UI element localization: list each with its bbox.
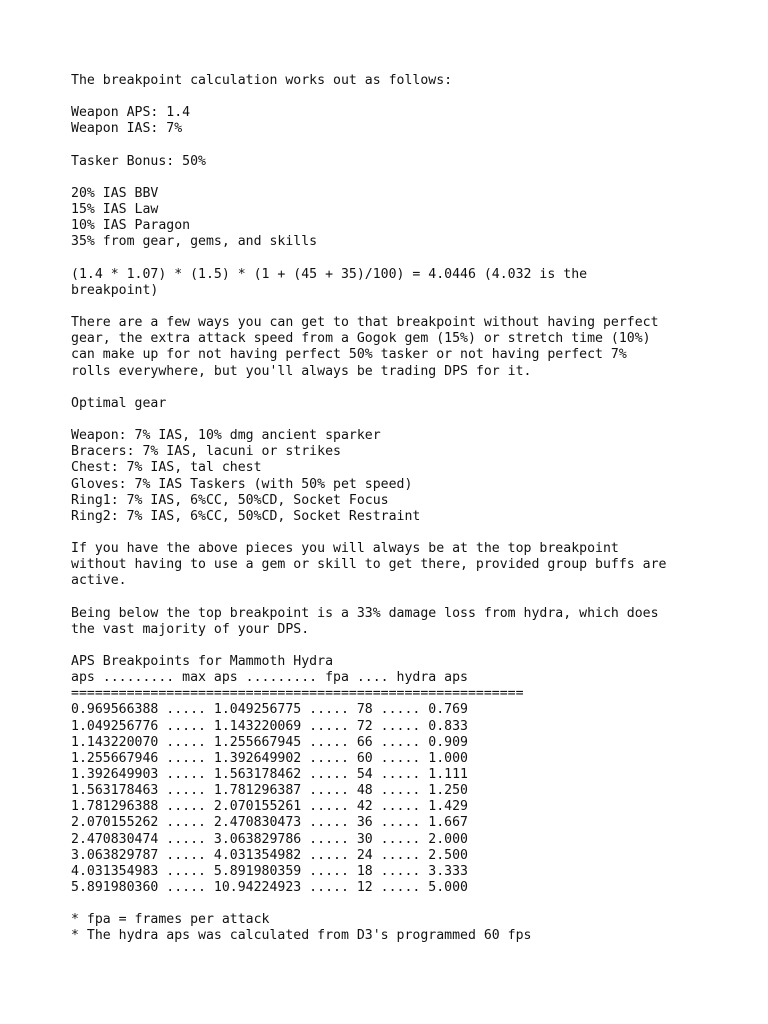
table-row: 1.563178463 ..... 1.781296387 ..... 48 ..... 1.250 [71, 783, 468, 799]
above-pieces-line: without having to use a gem or skill to get there, provided group buffs are [71, 557, 667, 573]
table-row: 4.031354983 ..... 5.891980359 ..... 18 ..... 3.333 [71, 863, 468, 879]
table-row: 1.143220070 ..... 1.255667945 ..... 66 ..... 0.909 [71, 734, 468, 750]
breakpoint-table-separator: ========================================================= [71, 686, 524, 702]
spacer [71, 896, 761, 912]
above-pieces-line: If you have the above pieces you will always be at the top breakpoint [71, 541, 619, 557]
gear-item-chest: Chest: 7% IAS, tal chest [71, 460, 262, 476]
spacer [71, 412, 761, 428]
spacer [71, 251, 761, 267]
ways-paragraph-line: can make up for not having perfect 50% tasker or not having perfect 7% [71, 347, 627, 363]
gear-item-bracers: Bracers: 7% IAS, lacuni or strikes [71, 444, 341, 460]
above-pieces-line: active. [71, 573, 127, 589]
ways-paragraph-line: There are a few ways you can get to that breakpoint without having perfect [71, 315, 659, 331]
below-breakpoint-line: the vast majority of your DPS. [71, 621, 310, 637]
table-row: 2.470830474 ..... 3.063829786 ..... 30 ..... 2.000 [71, 831, 468, 847]
table-row: 1.255667946 ..... 1.392649902 ..... 60 ..... 1.000 [71, 750, 468, 766]
spacer [71, 525, 761, 541]
spacer [71, 638, 761, 654]
table-row: 1.049256776 ..... 1.143220069 ..... 72 ..... 0.833 [71, 718, 468, 734]
tasker-bonus: Tasker Bonus: 50% [71, 153, 206, 169]
spacer [71, 590, 761, 606]
document-body [71, 73, 761, 945]
table-row: 2.070155262 ..... 2.470830473 ..... 36 ..... 1.667 [71, 815, 468, 831]
table-row: 1.392649903 ..... 1.563178462 ..... 54 ..... 1.111 [71, 767, 468, 783]
spacer [71, 170, 761, 186]
ias-source-gear: 35% from gear, gems, and skills [71, 234, 318, 250]
weapon-aps: Weapon APS: 1.4 [71, 105, 191, 121]
footnote-fpa: * fpa = frames per attack [71, 912, 270, 928]
gear-item-ring2: Ring2: 7% IAS, 6%CC, 50%CD, Socket Restraint [71, 508, 421, 524]
ways-paragraph-line: rolls everywhere, but you'll always be trading DPS for it. [71, 363, 532, 379]
ias-source-law: 15% IAS Law [71, 202, 159, 218]
spacer [71, 89, 761, 105]
breakpoint-table [71, 654, 761, 896]
ways-paragraph-line: gear, the extra attack speed from a Gogok gem (15%) or stretch time (10%) [71, 331, 651, 347]
optimal-gear-heading: Optimal gear [71, 395, 167, 411]
table-row: 5.891980360 ..... 10.94224923 ..... 12 ..... 5.000 [71, 880, 468, 896]
ias-source-paragon: 10% IAS Paragon [71, 218, 191, 234]
gear-item-weapon: Weapon: 7% IAS, 10% dmg ancient sparker [71, 428, 381, 444]
below-breakpoint-line: Being below the top breakpoint is a 33% damage loss from hydra, which does [71, 605, 659, 621]
spacer [71, 138, 761, 154]
breakpoint-table-header: aps ......... max aps ......... fpa .... hydra aps [71, 670, 468, 686]
gear-item-gloves: Gloves: 7% IAS Taskers (with 50% pet speed) [71, 476, 413, 492]
spacer [71, 299, 761, 315]
weapon-ias: Weapon IAS: 7% [71, 121, 183, 137]
footnote-hydra-aps: * The hydra aps was calculated from D3's programmed 60 fps [71, 928, 532, 944]
table-row: 3.063829787 ..... 4.031354982 ..... 24 ..... 2.500 [71, 847, 468, 863]
table-row: 0.969566388 ..... 1.049256775 ..... 78 ..... 0.769 [71, 702, 468, 718]
formula-line: (1.4 * 1.07) * (1.5) * (1 + (45 + 35)/100) = 4.0446 (4.032 is the [71, 266, 588, 282]
intro-line: The breakpoint calculation works out as follows: [71, 73, 453, 88]
formula-line: breakpoint) [71, 282, 159, 298]
table-row: 1.781296388 ..... 2.070155261 ..... 42 ..... 1.429 [71, 799, 468, 815]
breakpoint-table-title: APS Breakpoints for Mammoth Hydra [71, 654, 334, 670]
ias-source-bbv: 20% IAS BBV [71, 185, 159, 201]
spacer [71, 380, 761, 396]
gear-item-ring1: Ring1: 7% IAS, 6%CC, 50%CD, Socket Focus [71, 492, 389, 508]
